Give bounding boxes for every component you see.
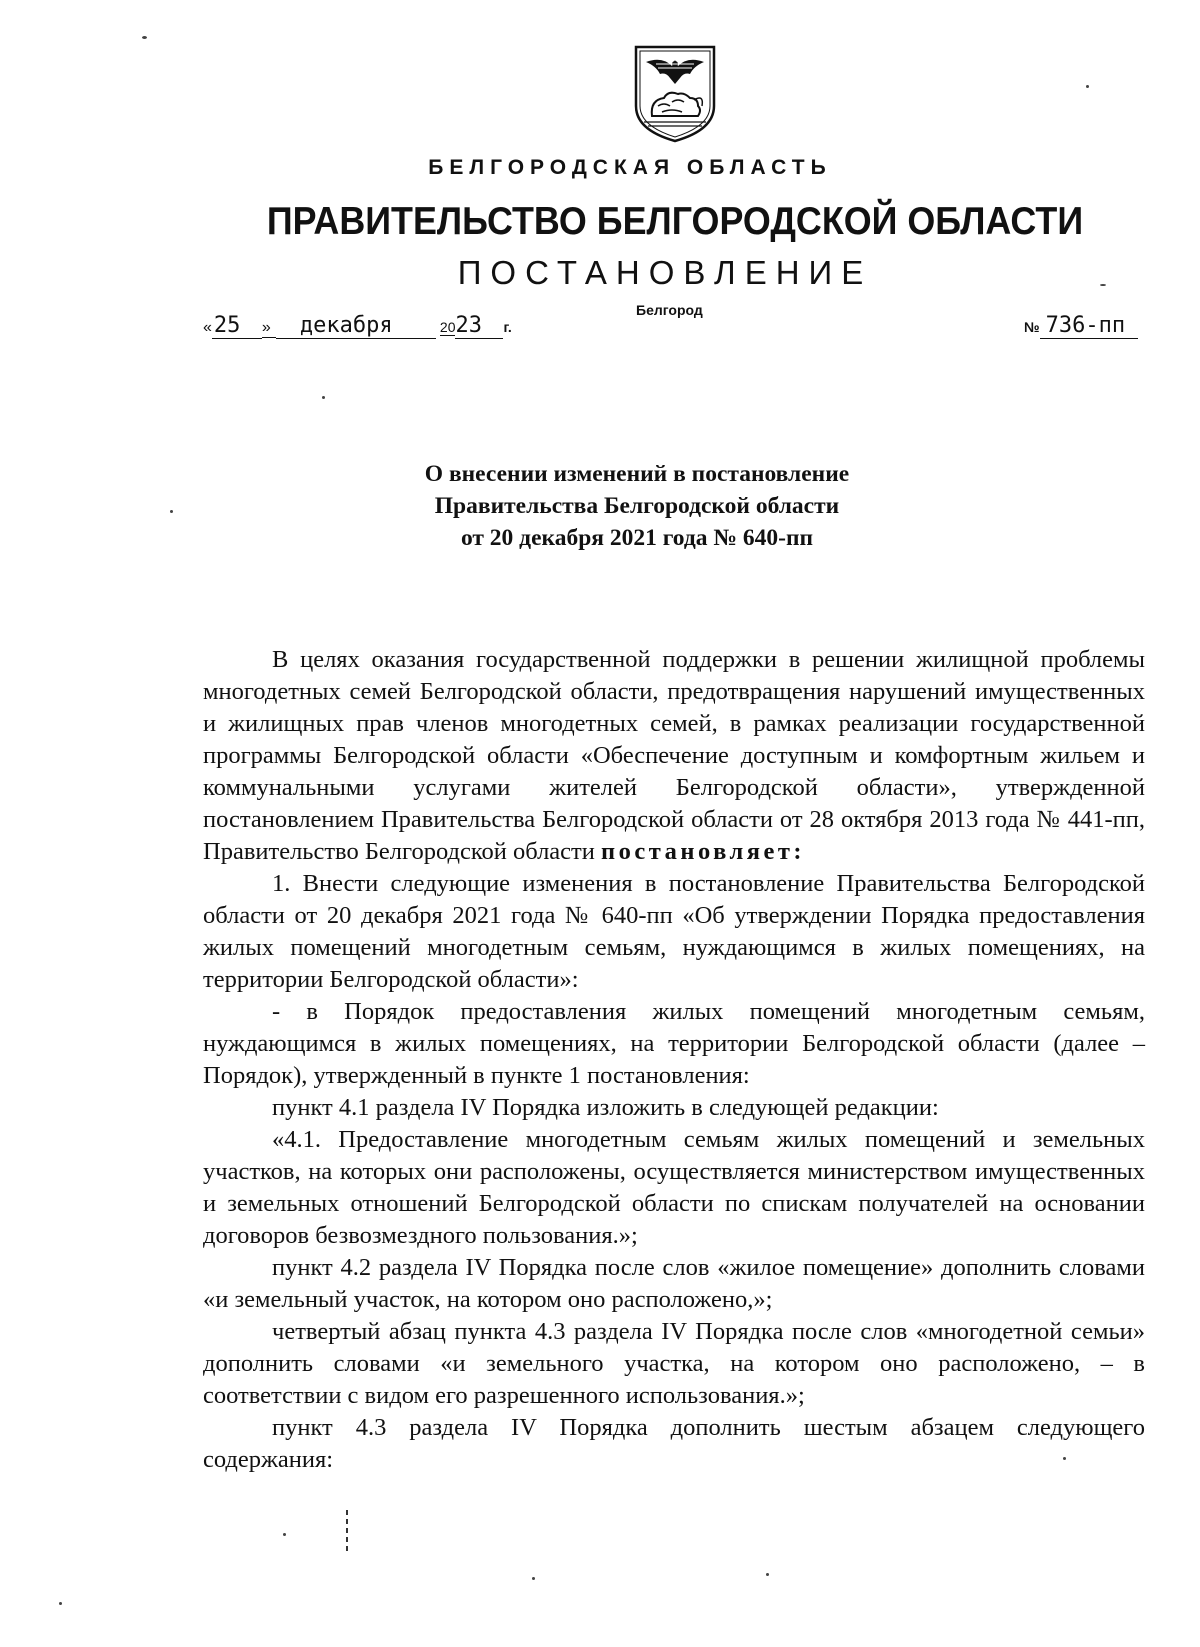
scan-speck — [322, 396, 325, 399]
scan-speck — [766, 1573, 769, 1576]
paragraph-item-1: 1. Внести следующие изменения в постановление Правительства Белгородской области от 20 декабря 2021 года № 640-пп «Об утверждении Порядка предоставления жилых помещений многодетным семьям, нуждающимся в жилых помещениях, на территории Белгородской области»: — [203, 870, 1145, 993]
scan-speck — [142, 36, 147, 39]
date-year-suffix: 23 — [455, 313, 503, 339]
scan-speck — [532, 1577, 535, 1580]
date-month: декабря — [276, 313, 436, 339]
city-name: Белгород — [636, 302, 703, 318]
government-name: ПРАВИТЕЛЬСТВО БЕЛГОРОДСКОЙ ОБЛАСТИ — [266, 200, 1084, 243]
number-sign: № — [1024, 319, 1040, 335]
scan-speck — [170, 510, 173, 513]
scan-speck — [1100, 284, 1106, 286]
scan-speck — [1086, 85, 1089, 88]
document-title — [0, 458, 1200, 554]
document-number — [1024, 313, 1138, 339]
region-name: БЕЛГОРОДСКАЯ ОБЛАСТЬ — [428, 156, 832, 179]
title-line: Правительства Белгородской области — [434, 493, 840, 519]
scan-speck — [59, 1602, 62, 1605]
paragraph-4-2: пункт 4.2 раздела IV Порядка после слов «жилое помещение» дополнить словами «и земельный участок, на котором оно расположено,»; — [203, 1254, 1145, 1313]
paragraph-4-3-sixth: пункт 4.3 раздела IV Порядка дополнить шестым абзацем следующего содержания: — [203, 1414, 1145, 1473]
date-close-quote: » — [262, 319, 276, 338]
number-value: 736-пп — [1040, 313, 1138, 339]
paragraph-4-3-fourth: четвертый абзац пункта 4.3 раздела IV Порядка после слов «многодетной семьи» дополнить словами «и земельного участка, на котором оно расположено, – в соответствии с видом его разрешенного использования.»; — [203, 1318, 1145, 1409]
preamble-text: В целях оказания государственной поддержки в решении жилищной проблемы многодетных семей Белгородской области, предотвращения нарушений имущественных и жилищных прав членов многодетных семей, в рамках реализации государственной программы Белгородской области «Обеспечение доступным и комфортным жильем и коммунальными услугами жителей Белгородской области», утвержденной постановлением Правительства Белгородской области от 28 октября 2013 года № 441-пп, Правительство Белгородской области — [203, 646, 1145, 865]
date-day: 25 — [212, 313, 262, 339]
scan-speck — [1063, 1457, 1066, 1460]
paragraph-4-1-text: «4.1. Предоставление многодетным семьям жилых помещений и земельных участков, на которых они расположены, осуществляется министерством имущественных и земельных отношений Белгородской области по спискам получателей на основании договоров безвозмездного пользования.»; — [203, 1126, 1145, 1249]
document-body — [203, 644, 1145, 1476]
paragraph-preamble — [203, 644, 1145, 868]
title-line: от 20 декабря 2021 года № 640-пп — [460, 525, 814, 551]
paragraph-4-1-intro: пункт 4.1 раздела IV Порядка изложить в следующей редакции: — [272, 1094, 939, 1121]
document-date — [203, 313, 512, 339]
belgorod-coat-of-arms-icon — [632, 44, 718, 144]
date-year-unit: г. — [503, 319, 512, 335]
document-type: ПОСТАНОВЛЕНИЕ — [457, 254, 873, 291]
scan-speck — [283, 1533, 286, 1536]
paragraph-procedure: - в Порядок предоставления жилых помещений многодетным семьям, нуждающимся в жилых помещениях, на территории Белгородской области (далее – Порядок), утвержденный в пункте 1 постановления: — [203, 998, 1145, 1089]
date-open-quote: « — [203, 319, 212, 336]
scan-artifact-line — [346, 1510, 348, 1554]
date-year-prefix: 20 — [439, 319, 456, 335]
title-line: О внесении изменений в постановление — [424, 461, 850, 487]
decree-word: постановляет: — [601, 838, 806, 865]
